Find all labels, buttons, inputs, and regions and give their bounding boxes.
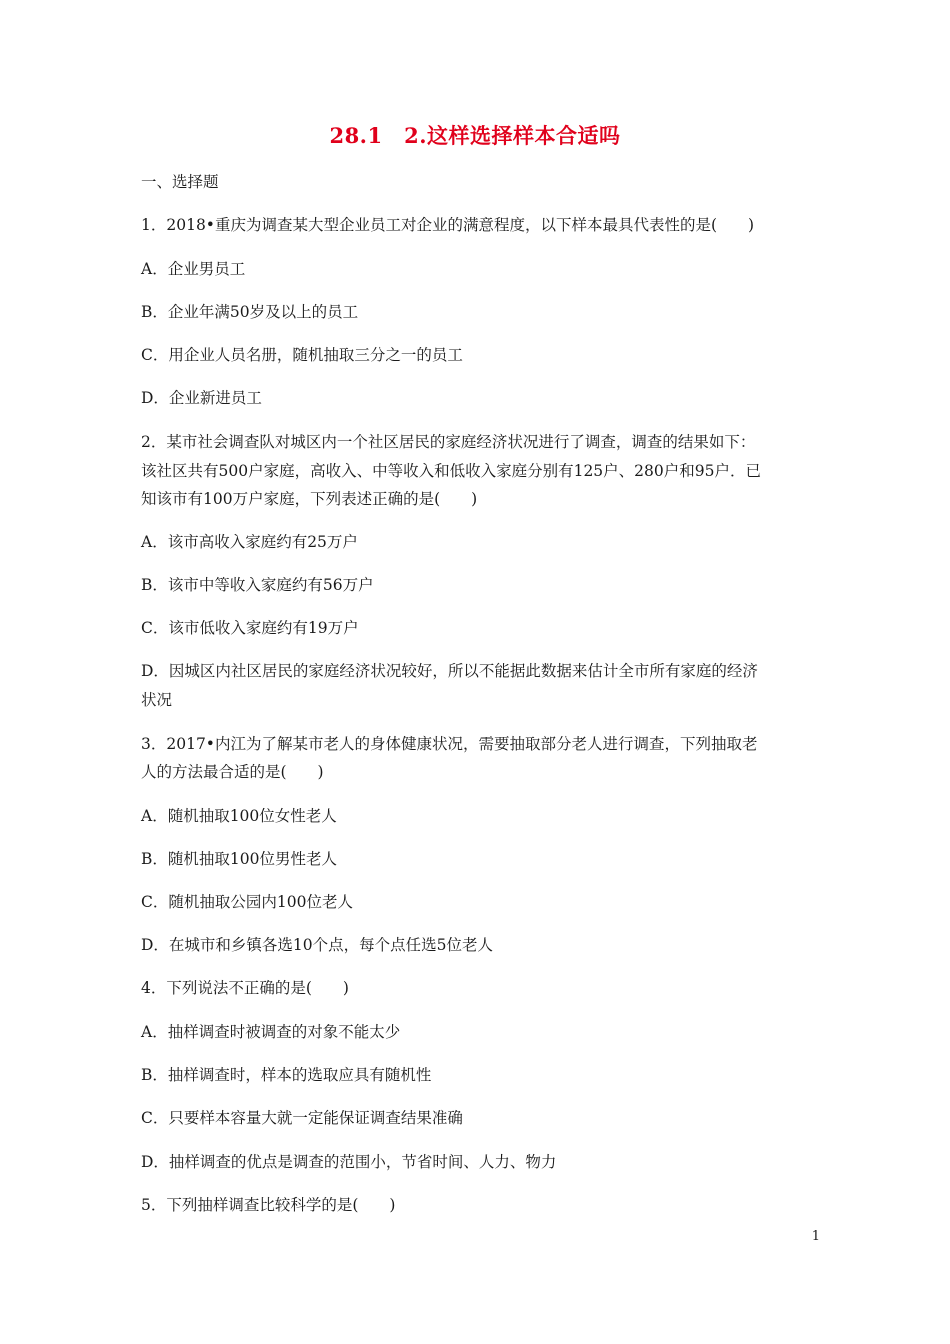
question-3-option-b: B．随机抽取100位男性老人	[141, 850, 337, 868]
question-3-option-a: A．随机抽取100位女性老人	[141, 807, 337, 825]
question-4-stem: 4．下列说法不正确的是( )	[141, 979, 349, 997]
question-4-option-b: B．抽样调查时，样本的选取应具有随机性	[141, 1066, 432, 1084]
question-2-option-c: C．该市低收入家庭约有19万户	[141, 619, 359, 637]
question-1-option-b: B．企业年满50岁及以上的员工	[141, 303, 359, 321]
question-3-stem-line-1: 3．2017•内江为了解某市老人的身体健康状况，需要抽取部分老人进行调查，下列抽取老	[141, 735, 758, 753]
question-4-option-c: C．只要样本容量大就一定能保证调查结果准确	[141, 1109, 463, 1127]
question-3-option-c: C．随机抽取公园内100位老人	[141, 893, 353, 911]
question-4-option-a: A．抽样调查时被调查的对象不能太少	[141, 1023, 401, 1041]
question-1-option-a: A．企业男员工	[141, 260, 246, 278]
question-2-option-d-line-2: 状况	[141, 691, 173, 709]
question-1-option-d: D．企业新进员工	[141, 389, 262, 407]
document-title: 28.1 2.这样选择样本合适吗	[329, 123, 621, 148]
page-number: 1	[811, 1229, 820, 1244]
question-5-stem: 5．下列抽样调查比较科学的是( )	[141, 1196, 396, 1214]
question-2-option-d-line-1: D．因城区内社区居民的家庭经济状况较好，所以不能据此数据来估计全市所有家庭的经济	[141, 662, 758, 680]
question-2-option-a: A．该市高收入家庭约有25万户	[141, 533, 358, 551]
question-3-option-d: D．在城市和乡镇各选10个点，每个点任选5位老人	[141, 936, 494, 954]
question-2-stem-line-1: 2．某市社会调查队对城区内一个社区居民的家庭经济状况进行了调查，调查的结果如下：	[141, 433, 756, 451]
question-1-option-c: C．用企业人员名册，随机抽取三分之一的员工	[141, 346, 463, 364]
question-3-stem-line-2: 人的方法最合适的是( )	[141, 763, 324, 781]
question-4-option-d: D．抽样调查的优点是调查的范围小，节省时间、人力、物力	[141, 1153, 557, 1171]
section-heading: 一、选择题	[141, 173, 219, 191]
question-2-stem-line-2: 该社区共有500户家庭，高收入、中等收入和低收入家庭分别有125户、280户和95户．已	[141, 462, 761, 480]
question-2-option-b: B．该市中等收入家庭约有56万户	[141, 576, 374, 594]
question-1-stem: 1．2018•重庆为调查某大型企业员工对企业的满意程度，以下样本最具代表性的是( )	[141, 216, 755, 234]
question-2-stem-line-3: 知该市有100万户家庭，下列表述正确的是( )	[141, 490, 478, 508]
